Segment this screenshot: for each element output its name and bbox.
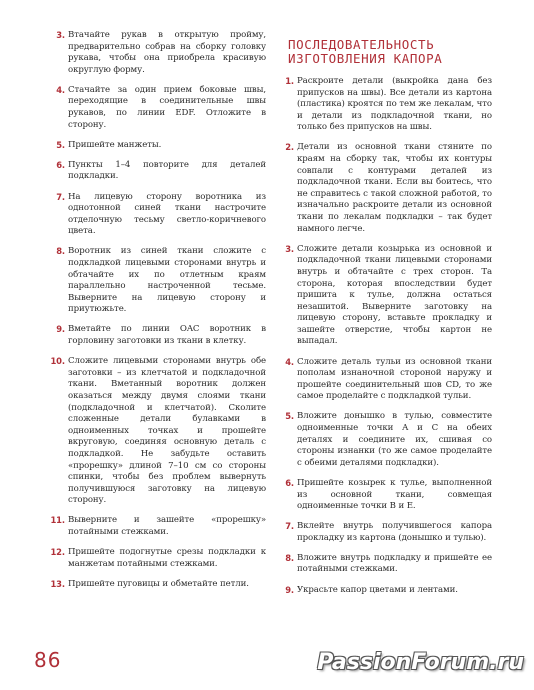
item-number: 7.	[56, 191, 65, 202]
page-number: 86	[34, 648, 62, 672]
item-number: 9.	[285, 584, 294, 595]
list-item	[50, 579, 266, 591]
list-item	[280, 142, 492, 235]
item-number: 1.	[285, 76, 294, 86]
list-item	[280, 478, 492, 513]
item-text: Выверните и зашейте «прорешку» потайными стежками.	[68, 515, 266, 537]
item-text: Вметайте по линии OAC воротник в горловину заготовки из ткани в клетку.	[68, 324, 266, 347]
list-item	[50, 160, 266, 183]
item-number: 3.	[285, 243, 294, 254]
item-text: Сложите детали козырька из основной и подкладочной ткани лицевыми сторонами внутрь и обтачайте с трех сторон. Та сторона, которая впоследствии будет пришита к тулье, должна остаться незашитой. Выверните заготовку на лицевую сторону, вставьте прокладку и зашейте отверстие, чтобы картон не выпадал.	[297, 243, 492, 347]
list-item	[50, 547, 266, 570]
item-text: Сложите деталь тульи из основной ткани пополам изнаночной стороной наружу и прошейте соединительный шов CD, то же самое проделайте с подкладкой тульи.	[297, 356, 492, 402]
list-item	[50, 192, 266, 238]
list-item	[50, 85, 266, 131]
item-number: 8.	[56, 246, 65, 257]
item-number: 4.	[56, 84, 65, 95]
section-title-line1: ПОСЛЕДОВАТЕЛЬНОСТЬ	[288, 37, 435, 52]
item-text: Стачайте за один прием боковые швы, переходящие в соединительные швы рукавов, по линии EDF. Отложите в сторону.	[68, 84, 266, 130]
list-item	[280, 585, 492, 597]
item-number: 2.	[285, 142, 294, 153]
item-text: Вложите внутрь подкладку и пришейте ее потайными стежками.	[297, 552, 492, 575]
item-number: 6.	[56, 159, 65, 170]
item-text: Пришейте подогнутые срезы подкладки к манжетам потайными стежками.	[68, 547, 266, 569]
list-item	[280, 76, 492, 134]
item-text: Сложите лицевыми сторонами внутрь обе заготовки – из клетчатой и подкладочной ткани. Вметанный воротник должен оказаться между двумя слоями ткани (подкладочной и клетчатой). Сколите сложенные детали булавками в одноименных точках и прошейте вкруговую, соединяя основную деталь с подкладкой. Не забудьте оставить «прорешку» длиной 7–10 см со стороны спинки, чтобы без проблем вывернуть получившуюся заготовку на лицевую сторону.	[68, 356, 266, 506]
item-text: На лицевую сторону воротника из однотонной синей ткани настрочите отделочную тесьму светло-коричневого цвета.	[68, 191, 266, 237]
list-item	[50, 324, 266, 347]
item-text: Пришейте манжеты.	[68, 139, 162, 150]
item-text: Пришейте пуговицы и обметайте петли.	[68, 578, 249, 589]
section-title	[288, 38, 492, 66]
item-number: 9.	[56, 324, 65, 335]
item-text: Украсьте капор цветами и лентами.	[297, 584, 458, 595]
item-text: Раскроите детали (выкройка дана без припусков на швы). Все детали из картона (пластика) кроятся по тем же лекалам, что и детали из подкладочной ткани, но только без припусков на швы.	[297, 76, 492, 133]
item-number: 7.	[285, 521, 294, 532]
item-number: 3.	[56, 30, 65, 40]
item-number: 13.	[50, 578, 65, 589]
item-number: 12.	[50, 547, 65, 558]
list-item	[50, 246, 266, 316]
right-column	[280, 30, 492, 605]
left-column	[50, 30, 266, 599]
item-text: Пункты 1–4 повторите для деталей подкладки.	[68, 159, 266, 182]
item-number: 11.	[50, 515, 65, 526]
item-text: Вложите донышко в тулью, совместите одноименные точки A и C на обеих деталях и соедините их, сшивая со стороны изнанки (то же самое проделайте с обеими деталями подкладки).	[297, 411, 492, 468]
list-item	[280, 357, 492, 403]
list-item	[50, 30, 266, 76]
site-watermark[interactable]: PassionForum.ru	[317, 650, 524, 675]
list-item	[50, 140, 266, 152]
section-title-line2: ИЗГОТОВЛЕНИЯ КАПОРА	[288, 51, 443, 66]
item-number: 6.	[285, 477, 294, 488]
item-number: 5.	[56, 139, 65, 150]
item-text: Детали из основной ткани стяните по краям на сборку так, чтобы их контуры совпали с контурами деталей из подкладочной ткани. Если вы боитесь, что не справитесь с такой сложной работой, то изначально раскроите детали из основной ткани по лекалам подкладки – так будет намного легче.	[297, 142, 492, 234]
item-text: Втачайте рукав в открытую пройму, предварительно собрав на сборку головку рукава, чтобы она приобрела красивую округлую форму.	[68, 30, 266, 75]
instruction-list	[280, 76, 492, 596]
item-number: 10.	[50, 356, 65, 367]
list-item	[50, 356, 266, 507]
list-item	[50, 515, 266, 538]
list-item	[280, 521, 492, 544]
item-number: 4.	[285, 356, 294, 367]
item-text: Воротник из синей ткани сложите с подкладкой лицевыми сторонами внутрь и обтачайте их по отлетным краям параллельно настроченной тесьме. Выверните на лицевую сторону и приутюжьте.	[68, 246, 266, 315]
item-text: Вклейте внутрь получившегося капора прокладку из картона (донышко и тулью).	[297, 521, 492, 543]
list-item	[280, 244, 492, 348]
list-item	[280, 411, 492, 469]
item-text: Пришейте козырек к тулье, выполненной из основной ткани, совмещая одноименные точки B и E.	[297, 477, 492, 512]
item-number: 8.	[285, 552, 294, 563]
list-item	[280, 553, 492, 576]
item-number: 5.	[285, 411, 294, 422]
